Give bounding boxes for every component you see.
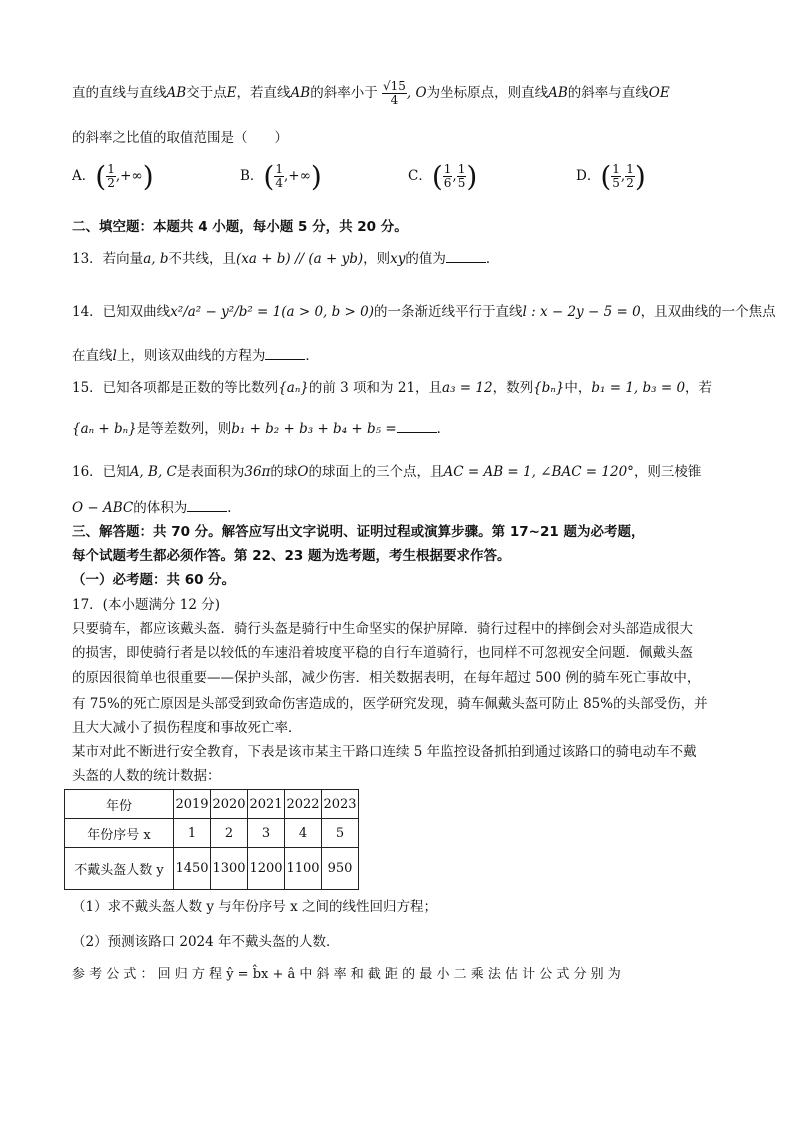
paren: ) xyxy=(310,160,322,193)
paren: ( xyxy=(431,160,443,193)
q14-text: ，且双曲线的一个焦点 xyxy=(640,304,776,320)
q17-sub1: （1）求不戴头盔人数 y 与年份序号 x 之间的线性回归方程； xyxy=(72,899,437,915)
fraction-numerator: 1 xyxy=(107,162,115,176)
table-cell: 1300 xyxy=(211,848,248,890)
q14-text: 上，则该双曲线的方程为 xyxy=(116,348,266,364)
option-fraction xyxy=(457,163,467,190)
fraction-numerator: 1 xyxy=(275,162,283,176)
table-cell: 1200 xyxy=(248,848,285,890)
fraction-denominator: 6 xyxy=(443,176,452,190)
q17-reference-formula: 参 考 公 式 ： 回 归 方 程 ŷ = b̂x + â 中 斜 率 和 截 距 的 最 小 二 乘 法 估 计 公 式 分 别 为 xyxy=(72,967,621,982)
table-cell: 1 xyxy=(174,819,211,848)
fraction-denominator: 5 xyxy=(612,176,620,190)
q12-option-c: C．( $\frac{1}{6}$ , $\frac{1}{5}$ ) xyxy=(408,160,478,193)
q16-end: ． xyxy=(227,500,241,516)
q15-text: ，数列 xyxy=(492,380,534,396)
q12-fraction xyxy=(382,80,407,107)
q13-expr: (xa + b) // (a + yb) xyxy=(235,251,364,267)
fraction-numerator: 1 xyxy=(457,162,466,176)
section3-line1: 三、解答题：共 70 分。解答应写出文字说明、证明过程或演算步骤。第 17~21 题为必考题， xyxy=(72,524,645,540)
option-rest: ,+∞ xyxy=(115,168,143,184)
fraction-numerator: 1 xyxy=(612,162,620,176)
q16-area: 36π xyxy=(244,464,271,480)
option-fraction xyxy=(443,163,453,190)
q16-text: 是表面积为 xyxy=(176,464,245,480)
q15-text: 是等差数列，则 xyxy=(136,421,232,437)
q17-data-table xyxy=(64,789,359,890)
q16-text: 的球 xyxy=(270,464,298,480)
table-cell: 2022 xyxy=(285,790,322,819)
q16-points: A, B, C xyxy=(129,464,177,480)
option-label: A． xyxy=(72,168,96,184)
option-rest: ,+∞ xyxy=(284,168,311,184)
table-row-header: 不戴头盔人数 y xyxy=(65,848,174,890)
section3-sub: （一）必考题：共 60 分。 xyxy=(72,572,236,588)
fraction-denominator: 2 xyxy=(626,176,634,190)
table-cell: 2021 xyxy=(248,790,285,819)
q12-text: 为坐标原点，则直线 xyxy=(426,85,549,101)
q12-var: AB xyxy=(290,85,311,101)
paren: ( xyxy=(95,160,107,193)
fraction-numerator: √15 xyxy=(383,79,406,93)
q16-text: ，则三棱锥 xyxy=(633,464,702,480)
q17-p2-line: 某市对此不断进行安全教育，下表是该市某主干路口连续 5 年监控设备抓拍到通过该路口的骑电动车不戴 xyxy=(72,744,697,760)
q15-line1 xyxy=(72,376,712,396)
q13-text: 不共线，且 xyxy=(168,251,236,267)
paren: ( xyxy=(263,160,275,193)
q12-var: E xyxy=(226,85,237,101)
q14-end: ． xyxy=(305,348,319,364)
q17-sub2: （2）预测该路口 2024 年不戴头盔的人数． xyxy=(72,934,340,950)
section3-line2: 每个试题考生都必须作答。第 22、23 题为选考题，考生根据要求作答。 xyxy=(72,548,511,564)
fraction-denominator: 2 xyxy=(107,176,115,190)
q17-p1-line: 有 75%的死亡原因是头部受到致命伤害造成的，医学研究发现，骑车佩戴头盔可防止 85%的头部受伤，并 xyxy=(72,696,708,712)
q12-option-a xyxy=(72,160,154,193)
q12-text: 的斜率小于 xyxy=(310,85,378,101)
q14-line-eq: l : x − 2y − 5 = 0 xyxy=(522,304,641,320)
q15-text: 的前 3 项和为 21，且 xyxy=(308,380,443,396)
option-fraction xyxy=(106,163,116,190)
table-cell: 5 xyxy=(322,819,359,848)
q12-text: 交于点 xyxy=(186,85,227,101)
table-cell: 2019 xyxy=(174,790,211,819)
q13-end: ． xyxy=(485,251,500,267)
q14-line2 xyxy=(72,344,319,364)
table-row-header: 年份序号 x xyxy=(65,819,174,848)
fraction-numerator: 1 xyxy=(626,162,634,176)
q15-seq: {aₙ} xyxy=(278,380,309,396)
option-label: C． xyxy=(408,168,432,184)
table-cell: 3 xyxy=(248,819,285,848)
q16-var: O xyxy=(297,464,309,480)
q15-text: 15．已知各项都是正数的等比数列 xyxy=(72,380,279,396)
table-row xyxy=(65,790,359,819)
table-cell: 2023 xyxy=(322,790,359,819)
q16-cond: AC = AB = 1, ∠BAC = 120° xyxy=(443,464,634,480)
table-row xyxy=(65,848,359,890)
q15-seq: {aₙ + bₙ} xyxy=(72,421,137,437)
fraction-denominator: 5 xyxy=(457,176,466,190)
paren: ( xyxy=(600,160,612,193)
q12-text: 的斜率与直线 xyxy=(567,85,649,101)
option-label: D． xyxy=(576,168,601,184)
option-label: B． xyxy=(240,168,264,184)
q14-var: l xyxy=(112,348,117,364)
q12-line1 xyxy=(72,80,670,107)
answer-blank xyxy=(187,499,227,512)
q12-var: AB xyxy=(548,85,568,101)
q12-line2: 的斜率之比值的取值范围是（ ） xyxy=(72,130,288,146)
q17-p1-line: 的损害，即使骑行者是以较低的车速沿着坡度平稳的自行车道骑行，也同样不可忽视安全问题．佩戴头盔 xyxy=(72,645,693,661)
section2-title: 二、填空题：本题共 4 小题，每小题 5 分，共 20 分。 xyxy=(72,219,408,235)
q16-line1 xyxy=(72,460,701,480)
table-cell: 2 xyxy=(211,819,248,848)
q17-p1-line: 只要骑车，都应该戴头盔．骑行头盔是骑行中生命坚实的保护屏障．骑行过程中的摔倒会对头部造成很大 xyxy=(72,621,693,637)
q17-head: 17．(本小题满分 12 分) xyxy=(72,597,220,613)
answer-blank xyxy=(397,420,437,433)
paren: ) xyxy=(142,160,154,193)
q15-a3: a₃ = 12 xyxy=(442,380,493,396)
q16-text: 16．已知 xyxy=(72,464,130,480)
q13-xy: xy xyxy=(390,251,406,267)
table-cell: 2020 xyxy=(211,790,248,819)
paren: ) xyxy=(634,160,646,193)
q14-text: 14．已知双曲线 xyxy=(72,304,171,320)
q17-p2-line: 头盔的人数的统计数据： xyxy=(72,768,221,784)
q15-text: 中， xyxy=(564,380,592,396)
q17-p1-line: 的原因很简单也很重要——保护头部，减少伤害．相关数据表明，在每年超过 500 例的骑车死亡事故中， xyxy=(72,670,701,686)
q14-text: 在直线 xyxy=(72,348,113,364)
q13-text: ，则 xyxy=(363,251,391,267)
q13-text: 的值为 xyxy=(405,251,446,267)
q13-vars: a, b xyxy=(143,251,169,267)
option-fraction xyxy=(274,163,284,190)
q16-text: 的球面上的三个点，且 xyxy=(308,464,444,480)
table-row-header: 年份 xyxy=(65,790,174,819)
q15-text: ，若 xyxy=(685,380,713,396)
q12-option-b xyxy=(240,160,322,193)
q15-seq: {bₙ} xyxy=(533,380,565,396)
fraction-denominator: 4 xyxy=(275,176,283,190)
answer-blank xyxy=(265,347,305,360)
q17-p1-line: 且大大减小了损伤程度和事故死亡率． xyxy=(72,720,302,736)
q15-cond: b₁ = 1, b₃ = 0 xyxy=(591,380,686,396)
option-fraction xyxy=(611,163,621,190)
q12-text: ，若直线 xyxy=(236,85,291,101)
paren: ) xyxy=(466,160,478,193)
q14-line1 xyxy=(72,300,776,320)
fraction-denominator: 4 xyxy=(390,93,399,107)
q12-var: , O xyxy=(406,85,427,101)
option-fraction xyxy=(625,163,635,190)
q12-text: 直的直线与直线 xyxy=(72,85,167,101)
table-cell: 1100 xyxy=(285,848,322,890)
q15-line2 xyxy=(72,417,450,437)
table-cell: 4 xyxy=(285,819,322,848)
table-row xyxy=(65,819,359,848)
q15-end: ． xyxy=(436,421,451,437)
q12-var: AB xyxy=(166,85,187,101)
table-cell: 1450 xyxy=(174,848,211,890)
q14-equation: x²/a² − y²/b² = 1(a > 0, b > 0) xyxy=(170,304,375,320)
answer-blank xyxy=(446,250,486,263)
q16-expr: O − ABC xyxy=(72,500,134,516)
table-cell: 950 xyxy=(322,848,359,890)
q16-text: 的体积为 xyxy=(133,500,188,516)
fraction-numerator: 1 xyxy=(443,162,452,176)
q12-var: OE xyxy=(648,85,670,101)
q12-option-d: D．( $\frac{1}{5}$ , $\frac{1}{2}$ ) xyxy=(576,160,646,193)
q15-sum: b₁ + b₂ + b₃ + b₄ + b₅ = xyxy=(231,421,397,437)
q16-line2 xyxy=(72,496,241,516)
q13 xyxy=(72,247,499,267)
q14-text: 的一条渐近线平行于直线 xyxy=(374,304,523,320)
q13-text: 13．若向量 xyxy=(72,251,144,267)
